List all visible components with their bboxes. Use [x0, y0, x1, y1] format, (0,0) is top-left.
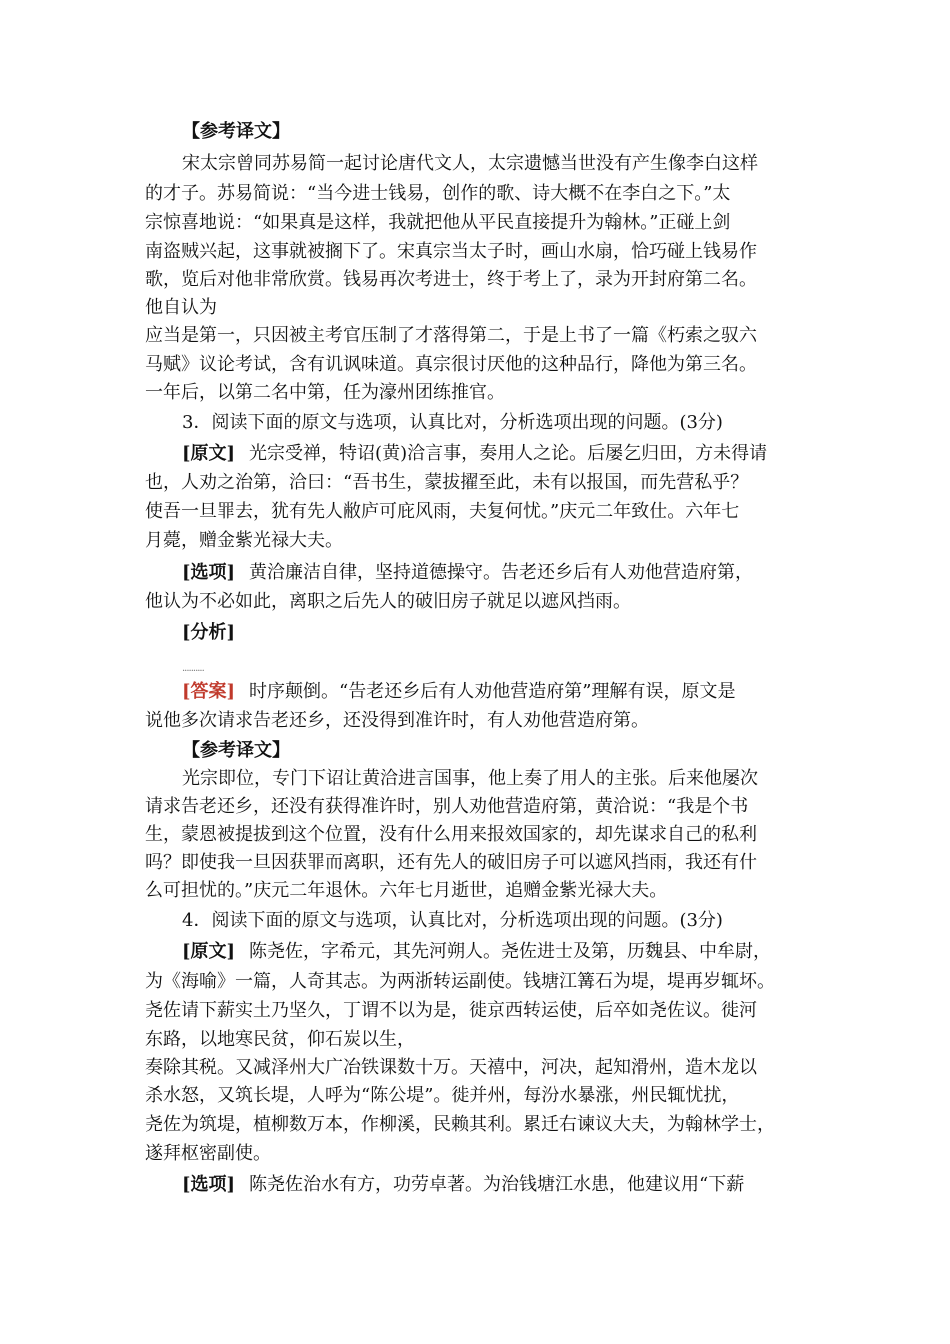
q3-answer-line — [182, 680, 735, 704]
q3-original-line: 也，人劝之治第，洽曰：“吾书生，蒙拔擢至此，未有以报国，而先营私乎？ — [145, 472, 749, 493]
ref1-line: 歌，览后对他非常欣赏。钱易再次考进士，终于考上了，录为开封府第二名。 — [145, 269, 757, 290]
ref-translation-heading-2: 【参考译文】 — [182, 740, 290, 761]
q3-ref-line: 请求告老还乡，还没有获得准许时，别人劝他营造府第，黄洽说：“我是个书 — [145, 796, 749, 817]
q3-option-line — [182, 561, 753, 585]
ref1-line: 马赋》议论考试，含有讥讽味道。真宗很讨厌他的这种品行，降他为第三名。 — [145, 354, 757, 375]
q4-option-tag: [选项] — [182, 1174, 236, 1195]
q4-original-tag: [原文] — [182, 941, 236, 962]
q4-original-line: 东路，以地寒民贫，仰石炭以生， — [145, 1029, 415, 1050]
q3-option-line: 他认为不必如此，离职之后先人的破旧房子就足以遮风挡雨。 — [145, 591, 631, 612]
q4-original-line — [182, 940, 771, 964]
q3-original-line: 月薨，赠金紫光禄大夫。 — [145, 530, 343, 551]
ref1-line: 宋太宗曾同苏易简一起讨论唐代文人，太宗遗憾当世没有产生像李白这样 — [182, 153, 758, 174]
q3-answer-text: 时序颠倒。“告老还乡后有人劝他营造府第”理解有误，原文是 — [249, 681, 736, 702]
ref1-line: 的才子。苏易简说：“当今进士钱易，创作的歌、诗大概不在李白之下。”太 — [145, 183, 731, 204]
q3-answer-tag: [答案] — [182, 681, 236, 702]
ref1-line: 宗惊喜地说：“如果真是这样，我就把他从平民直接提升为翰林。”正碰上剑 — [145, 212, 731, 233]
ref1-line: 一年后，以第二名中第，任为濠州团练推官。 — [145, 382, 505, 403]
q4-original-line: 尧佐为筑堤，植柳数万本，作柳溪，民赖其利。累迁右谏议大夫，为翰林学士， — [145, 1114, 775, 1135]
q3-option-tag: [选项] — [182, 562, 236, 583]
q3-ref-line: 么可担忧的。”庆元二年退休。六年七月逝世，追赠金紫光禄大夫。 — [145, 880, 668, 901]
q4-original-line: 杀水怒，又筑长堤，人呼为“陈公堤”。徙并州，每汾水暴涨，州民辄忧扰， — [145, 1085, 740, 1106]
q4-original-line: 尧佐请下薪实土乃坚久，丁谓不以为是，徙京西转运使，后卒如尧佐议。徙河 — [145, 1000, 757, 1021]
q3-ref-line: 生，蒙恩被提拔到这个位置，没有什么用来报效国家的，却先谋求自己的私利 — [145, 824, 757, 845]
question-3-prompt: 3．阅读下面的原文与选项，认真比对，分析选项出现的问题。(3分) — [182, 412, 723, 433]
q4-original-line: 奏除其税。又减泽州大广冶铁课数十万。天禧中，河决，起知滑州，造木龙以 — [145, 1057, 757, 1078]
q3-option-text: 黄洽廉洁自律，坚持道德操守。告老还乡后有人劝他营造府第， — [249, 562, 754, 583]
q3-answer-line: 说他多次请求告老还乡，还没得到准许时，有人劝他营造府第。 — [145, 710, 649, 731]
q3-ref-line: 光宗即位，专门下诏让黄洽进言国事，他上奏了用人的主张。后来他屡次 — [182, 768, 758, 789]
q4-original-line: 遂拜枢密副使。 — [145, 1143, 271, 1164]
q3-original-line: 使吾一旦罪去，犹有先人敝庐可庇风雨，夫复何忧。”庆元二年致仕。六年七 — [145, 501, 740, 522]
q3-analysis-tag: [分析] — [182, 622, 236, 643]
q4-original-line: 为《海喻》一篇，人奇其志。为两浙转运副使。钱塘江篝石为堤，堤再岁辄坏。 — [145, 971, 775, 992]
q4-option-line — [182, 1173, 744, 1197]
q3-original-line — [182, 442, 767, 466]
q3-original-tag: [原文] — [182, 443, 236, 464]
ref-translation-heading-1: 【参考译文】 — [182, 121, 290, 142]
question-4-prompt: 4．阅读下面的原文与选项，认真比对，分析选项出现的问题。(3分) — [182, 910, 723, 931]
ref1-line: 应当是第一，只因被主考官压制了才落得第二，于是上书了一篇《朽索之驭六 — [145, 325, 757, 346]
ref1-line: 南盗贼兴起，这事就被搁下了。宋真宗当太子时，画山水扇，恰巧碰上钱易作 — [145, 241, 757, 262]
answer-blank-dots: .......... — [182, 663, 204, 674]
q4-original-text: 陈尧佐，字希元，其先河朔人。尧佐进士及第，历魏县、中牟尉， — [249, 941, 772, 962]
q3-ref-line: 吗？即使我一旦因获罪而离职，还有先人的破旧房子可以遮风挡雨，我还有什 — [145, 852, 757, 873]
q3-original-text: 光宗受禅，特诏(黄)洽言事，奏用人之论。后屡乞归田，方未得请 — [249, 443, 768, 464]
ref1-line: 他自认为 — [145, 297, 217, 318]
q4-option-text: 陈尧佐治水有方，功劳卓著。为治钱塘江水患，他建议用“下薪 — [249, 1174, 745, 1195]
